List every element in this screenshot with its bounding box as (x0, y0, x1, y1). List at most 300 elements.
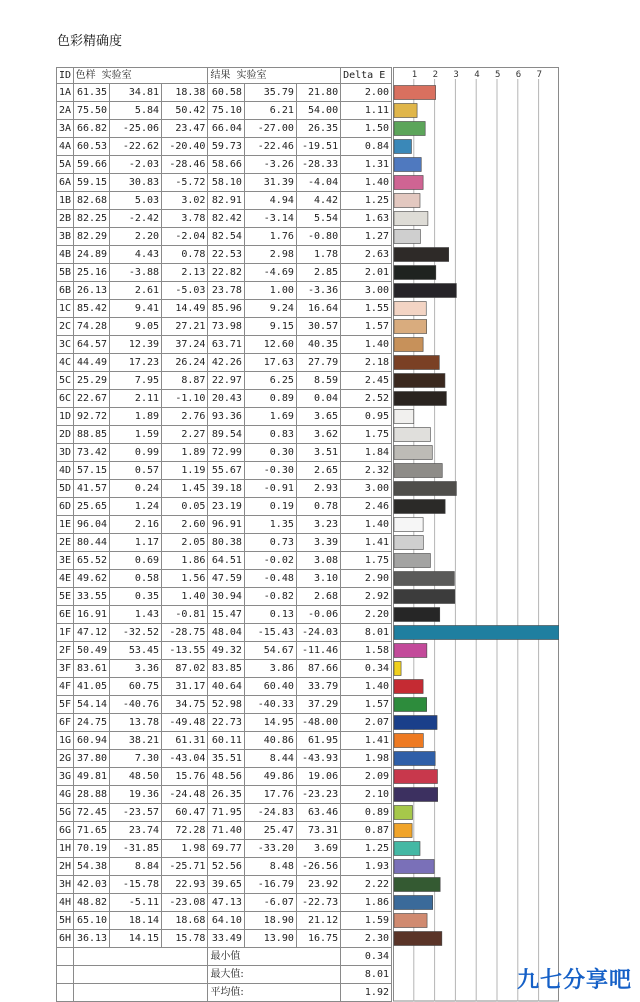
cell-res-b: 54.00 (296, 102, 340, 120)
cell-ref-a: 1.43 (110, 606, 162, 624)
cell-ref-a: 14.15 (110, 930, 162, 948)
cell-res-a: 1.35 (244, 516, 296, 534)
cell-ref-b: -5.03 (162, 282, 208, 300)
cell-delta-e: 2.32 (341, 462, 392, 480)
cell-id: 2G (57, 750, 74, 768)
cell-id: 1H (57, 840, 74, 858)
cell-res-l: 49.32 (208, 642, 244, 660)
cell-ref-b: 1.45 (162, 480, 208, 498)
cell-res-b: 3.23 (296, 516, 340, 534)
bar-4C (394, 356, 439, 370)
cell-ref-l: 64.57 (73, 336, 109, 354)
bar-2B (394, 212, 428, 226)
table-row (57, 282, 392, 300)
cell-res-l: 23.19 (208, 498, 244, 516)
cell-res-b: 4.42 (296, 192, 340, 210)
bar-6C (394, 392, 446, 406)
cell-delta-e: 2.90 (341, 570, 392, 588)
cell-ref-l: 36.13 (73, 930, 109, 948)
cell-ref-l: 25.65 (73, 498, 109, 516)
bar-3H (394, 878, 440, 892)
cell-ref-l: 49.81 (73, 768, 109, 786)
summary-value: 8.01 (341, 966, 392, 984)
cell-res-a: 6.25 (244, 372, 296, 390)
bar-3E (394, 554, 430, 568)
cell-res-a: -0.30 (244, 462, 296, 480)
cell-ref-b: -13.55 (162, 642, 208, 660)
cell-id: 5B (57, 264, 74, 282)
table-row (57, 678, 392, 696)
cell-res-b: -23.23 (296, 786, 340, 804)
cell-delta-e: 1.40 (341, 516, 392, 534)
cell-res-b: 3.62 (296, 426, 340, 444)
cell-res-b: 87.66 (296, 660, 340, 678)
table-row (57, 444, 392, 462)
cell-res-l: 80.38 (208, 534, 244, 552)
cell-ref-l: 66.82 (73, 120, 109, 138)
cell-ref-a: 8.84 (110, 858, 162, 876)
cell-id: 1A (57, 84, 74, 102)
cell-ref-a: 13.78 (110, 714, 162, 732)
cell-ref-a: -22.62 (110, 138, 162, 156)
summary-empty-id (57, 966, 74, 984)
cell-delta-e: 1.11 (341, 102, 392, 120)
summary-empty-swatch (73, 948, 208, 966)
cell-ref-b: 3.78 (162, 210, 208, 228)
cell-res-l: 58.10 (208, 174, 244, 192)
cell-ref-b: -28.46 (162, 156, 208, 174)
cell-ref-l: 88.85 (73, 426, 109, 444)
cell-delta-e: 2.52 (341, 390, 392, 408)
cell-ref-a: -2.03 (110, 156, 162, 174)
cell-res-b: -0.06 (296, 606, 340, 624)
cell-res-a: -33.20 (244, 840, 296, 858)
cell-ref-a: 2.20 (110, 228, 162, 246)
cell-delta-e: 0.34 (341, 660, 392, 678)
cell-res-b: 0.04 (296, 390, 340, 408)
table-row (57, 570, 392, 588)
cell-ref-l: 80.44 (73, 534, 109, 552)
bar-3B (394, 230, 420, 244)
bar-5H (394, 914, 427, 928)
cell-res-b: 23.92 (296, 876, 340, 894)
cell-ref-a: 0.35 (110, 588, 162, 606)
bar-6D (394, 500, 445, 514)
cell-delta-e: 2.20 (341, 606, 392, 624)
cell-res-b: 3.10 (296, 570, 340, 588)
header-result: 结果 实验室 (208, 68, 341, 84)
cell-res-a: 9.15 (244, 318, 296, 336)
cell-ref-l: 59.66 (73, 156, 109, 174)
cell-ref-a: 9.05 (110, 318, 162, 336)
cell-ref-a: -25.06 (110, 120, 162, 138)
cell-id: 6F (57, 714, 74, 732)
cell-ref-a: 0.57 (110, 462, 162, 480)
cell-res-a: 12.60 (244, 336, 296, 354)
bar-1H (394, 842, 420, 856)
cell-ref-b: -28.75 (162, 624, 208, 642)
cell-res-a: 18.90 (244, 912, 296, 930)
cell-delta-e: 0.95 (341, 408, 392, 426)
table-row (57, 750, 392, 768)
cell-ref-b: 2.76 (162, 408, 208, 426)
cell-delta-e: 1.31 (341, 156, 392, 174)
cell-res-b: 26.35 (296, 120, 340, 138)
cell-ref-l: 74.28 (73, 318, 109, 336)
table-row (57, 210, 392, 228)
cell-id: 2E (57, 534, 74, 552)
cell-id: 3H (57, 876, 74, 894)
cell-id: 1G (57, 732, 74, 750)
cell-ref-b: 1.86 (162, 552, 208, 570)
cell-delta-e: 1.27 (341, 228, 392, 246)
cell-ref-b: 60.47 (162, 804, 208, 822)
table-row (57, 606, 392, 624)
cell-res-l: 59.73 (208, 138, 244, 156)
table-row (57, 390, 392, 408)
x-tick-label: 2 (432, 70, 439, 80)
cell-res-a: 8.48 (244, 858, 296, 876)
cell-res-l: 96.91 (208, 516, 244, 534)
bar-2H (394, 860, 434, 874)
cell-ref-a: 0.99 (110, 444, 162, 462)
cell-id: 4H (57, 894, 74, 912)
cell-res-b: 2.93 (296, 480, 340, 498)
cell-ref-b: 0.78 (162, 246, 208, 264)
cell-ref-a: 2.61 (110, 282, 162, 300)
cell-ref-l: 24.89 (73, 246, 109, 264)
cell-res-l: 22.73 (208, 714, 244, 732)
bar-1F (394, 626, 559, 640)
cell-res-b: -24.03 (296, 624, 340, 642)
table-row (57, 768, 392, 786)
cell-ref-b: 1.40 (162, 588, 208, 606)
cell-ref-b: 1.98 (162, 840, 208, 858)
cell-delta-e: 1.93 (341, 858, 392, 876)
cell-res-a: 25.47 (244, 822, 296, 840)
cell-res-a: 2.98 (244, 246, 296, 264)
cell-res-l: 26.35 (208, 786, 244, 804)
cell-res-l: 73.98 (208, 318, 244, 336)
cell-ref-l: 25.16 (73, 264, 109, 282)
cell-ref-a: 1.24 (110, 498, 162, 516)
cell-ref-a: 9.41 (110, 300, 162, 318)
cell-ref-l: 41.57 (73, 480, 109, 498)
cell-res-a: 0.13 (244, 606, 296, 624)
cell-ref-l: 49.62 (73, 570, 109, 588)
cell-res-l: 71.95 (208, 804, 244, 822)
cell-delta-e: 2.00 (341, 84, 392, 102)
table-row (57, 408, 392, 426)
cell-ref-l: 24.75 (73, 714, 109, 732)
cell-ref-b: 3.02 (162, 192, 208, 210)
cell-delta-e: 2.07 (341, 714, 392, 732)
cell-ref-l: 72.45 (73, 804, 109, 822)
cell-delta-e: 1.25 (341, 840, 392, 858)
cell-res-l: 39.18 (208, 480, 244, 498)
cell-res-l: 64.10 (208, 912, 244, 930)
cell-id: 2C (57, 318, 74, 336)
cell-ref-l: 82.68 (73, 192, 109, 210)
cell-ref-b: 22.93 (162, 876, 208, 894)
cell-id: 1C (57, 300, 74, 318)
cell-ref-a: -32.52 (110, 624, 162, 642)
cell-res-l: 47.13 (208, 894, 244, 912)
cell-ref-l: 82.29 (73, 228, 109, 246)
cell-ref-l: 50.49 (73, 642, 109, 660)
cell-id: 6G (57, 822, 74, 840)
cell-ref-a: 18.14 (110, 912, 162, 930)
cell-res-l: 47.59 (208, 570, 244, 588)
bar-6G (394, 824, 412, 838)
cell-ref-b: 37.24 (162, 336, 208, 354)
summary-value: 1.92 (341, 984, 392, 1002)
cell-ref-l: 48.82 (73, 894, 109, 912)
table-row (57, 840, 392, 858)
cell-res-a: 4.94 (244, 192, 296, 210)
cell-res-b: -19.51 (296, 138, 340, 156)
cell-res-l: 85.96 (208, 300, 244, 318)
table-row (57, 84, 392, 102)
cell-id: 1B (57, 192, 74, 210)
cell-res-b: 2.68 (296, 588, 340, 606)
bar-5B (394, 266, 436, 280)
cell-ref-l: 54.14 (73, 696, 109, 714)
bar-6F (394, 716, 437, 730)
cell-id: 4C (57, 354, 74, 372)
cell-res-l: 40.64 (208, 678, 244, 696)
cell-ref-b: 50.42 (162, 102, 208, 120)
bar-2F (394, 644, 427, 658)
cell-res-a: 6.21 (244, 102, 296, 120)
summary-row (57, 984, 392, 1002)
cell-res-a: -15.43 (244, 624, 296, 642)
cell-ref-b: 14.49 (162, 300, 208, 318)
table-row (57, 120, 392, 138)
cell-ref-a: 2.16 (110, 516, 162, 534)
cell-ref-l: 82.25 (73, 210, 109, 228)
cell-ref-a: 17.23 (110, 354, 162, 372)
cell-ref-b: 61.31 (162, 732, 208, 750)
cell-res-b: 16.64 (296, 300, 340, 318)
header-delta: Delta E (341, 68, 392, 84)
bar-4E (394, 572, 454, 586)
cell-res-b: 27.79 (296, 354, 340, 372)
table-row (57, 912, 392, 930)
cell-id: 5D (57, 480, 74, 498)
bar-5F (394, 698, 427, 712)
bar-5C (394, 374, 445, 388)
summary-empty-swatch (73, 966, 208, 984)
cell-res-b: -4.04 (296, 174, 340, 192)
cell-id: 3F (57, 660, 74, 678)
cell-delta-e: 0.89 (341, 804, 392, 822)
table-row (57, 264, 392, 282)
cell-delta-e: 1.75 (341, 552, 392, 570)
cell-id: 5C (57, 372, 74, 390)
cell-delta-e: 1.84 (341, 444, 392, 462)
cell-ref-l: 33.55 (73, 588, 109, 606)
cell-delta-e: 2.92 (341, 588, 392, 606)
cell-ref-a: 38.21 (110, 732, 162, 750)
cell-ref-b: 2.05 (162, 534, 208, 552)
cell-res-b: 40.35 (296, 336, 340, 354)
cell-ref-a: -15.78 (110, 876, 162, 894)
cell-delta-e: 1.63 (341, 210, 392, 228)
cell-ref-b: 87.02 (162, 660, 208, 678)
cell-id: 6D (57, 498, 74, 516)
bar-5D (394, 482, 456, 496)
cell-res-l: 35.51 (208, 750, 244, 768)
cell-ref-a: 0.58 (110, 570, 162, 588)
cell-res-b: -43.93 (296, 750, 340, 768)
table-row (57, 480, 392, 498)
bar-1C (394, 302, 426, 316)
table-row (57, 354, 392, 372)
cell-res-a: 0.83 (244, 426, 296, 444)
cell-ref-a: 34.81 (110, 84, 162, 102)
bar-3C (394, 338, 423, 352)
cell-res-a: 14.95 (244, 714, 296, 732)
bar-2E (394, 536, 423, 550)
cell-res-l: 64.51 (208, 552, 244, 570)
cell-id: 2B (57, 210, 74, 228)
cell-res-l: 39.65 (208, 876, 244, 894)
cell-ref-b: 31.17 (162, 678, 208, 696)
table-row (57, 696, 392, 714)
cell-res-a: -27.00 (244, 120, 296, 138)
cell-delta-e: 1.98 (341, 750, 392, 768)
cell-res-b: 61.95 (296, 732, 340, 750)
cell-res-b: -22.73 (296, 894, 340, 912)
cell-delta-e: 2.22 (341, 876, 392, 894)
cell-res-a: 17.76 (244, 786, 296, 804)
cell-ref-b: -24.48 (162, 786, 208, 804)
cell-ref-l: 28.88 (73, 786, 109, 804)
cell-ref-l: 42.03 (73, 876, 109, 894)
cell-res-b: 30.57 (296, 318, 340, 336)
cell-ref-a: 5.84 (110, 102, 162, 120)
cell-ref-b: -2.04 (162, 228, 208, 246)
cell-ref-l: 57.15 (73, 462, 109, 480)
summary-label: 最小值 (208, 948, 341, 966)
cell-id: 3D (57, 444, 74, 462)
cell-delta-e: 2.63 (341, 246, 392, 264)
table-row (57, 462, 392, 480)
cell-ref-a: 7.95 (110, 372, 162, 390)
cell-ref-a: 19.36 (110, 786, 162, 804)
cell-id: 3G (57, 768, 74, 786)
cell-ref-a: -40.76 (110, 696, 162, 714)
cell-ref-b: -5.72 (162, 174, 208, 192)
bar-4G (394, 788, 438, 802)
table-row (57, 552, 392, 570)
cell-res-b: 3.08 (296, 552, 340, 570)
cell-res-a: 0.73 (244, 534, 296, 552)
cell-res-l: 22.97 (208, 372, 244, 390)
cell-ref-b: -49.48 (162, 714, 208, 732)
cell-ref-l: 73.42 (73, 444, 109, 462)
cell-id: 5E (57, 588, 74, 606)
cell-res-a: -0.91 (244, 480, 296, 498)
table-row (57, 588, 392, 606)
header-swatch: 色样 实验室 (73, 68, 208, 84)
cell-res-a: -40.33 (244, 696, 296, 714)
cell-res-a: -24.83 (244, 804, 296, 822)
cell-ref-b: -25.71 (162, 858, 208, 876)
cell-res-b: 37.29 (296, 696, 340, 714)
bar-6A (394, 176, 423, 190)
cell-ref-a: 60.75 (110, 678, 162, 696)
cell-delta-e: 0.87 (341, 822, 392, 840)
table-row (57, 138, 392, 156)
cell-res-l: 93.36 (208, 408, 244, 426)
cell-res-l: 30.94 (208, 588, 244, 606)
table-row (57, 498, 392, 516)
cell-id: 6C (57, 390, 74, 408)
cell-res-l: 75.10 (208, 102, 244, 120)
table-row (57, 192, 392, 210)
cell-res-a: -0.82 (244, 588, 296, 606)
cell-delta-e: 2.01 (341, 264, 392, 282)
bar-6E (394, 608, 440, 622)
summary-row (57, 966, 392, 984)
x-tick-label: 5 (495, 70, 501, 80)
cell-id: 6E (57, 606, 74, 624)
cell-res-b: -11.46 (296, 642, 340, 660)
cell-res-a: 8.44 (244, 750, 296, 768)
bar-3F (394, 662, 401, 676)
bar-2D (394, 428, 430, 442)
x-tick-label: 7 (536, 70, 543, 80)
cell-ref-b: 1.56 (162, 570, 208, 588)
cell-ref-l: 59.15 (73, 174, 109, 192)
x-tick-label: 1 (411, 70, 418, 80)
cell-res-b: 2.65 (296, 462, 340, 480)
cell-res-a: 1.00 (244, 282, 296, 300)
cell-ref-l: 41.05 (73, 678, 109, 696)
cell-delta-e: 1.75 (341, 426, 392, 444)
cell-ref-l: 54.38 (73, 858, 109, 876)
cell-ref-a: -5.11 (110, 894, 162, 912)
cell-ref-b: 2.13 (162, 264, 208, 282)
table-row (57, 732, 392, 750)
header-id: ID (57, 68, 74, 84)
cell-id: 6H (57, 930, 74, 948)
cell-ref-a: -23.57 (110, 804, 162, 822)
summary-label: 最大值: (208, 966, 341, 984)
cell-ref-l: 16.91 (73, 606, 109, 624)
cell-delta-e: 1.58 (341, 642, 392, 660)
cell-ref-l: 44.49 (73, 354, 109, 372)
cell-res-l: 33.49 (208, 930, 244, 948)
bar-1E (394, 518, 423, 532)
cell-delta-e: 1.59 (341, 912, 392, 930)
table-row (57, 426, 392, 444)
cell-ref-a: -31.85 (110, 840, 162, 858)
cell-id: 4A (57, 138, 74, 156)
cell-ref-a: 1.89 (110, 408, 162, 426)
cell-id: 4D (57, 462, 74, 480)
cell-ref-a: 30.83 (110, 174, 162, 192)
cell-ref-a: 0.24 (110, 480, 162, 498)
cell-id: 2H (57, 858, 74, 876)
cell-delta-e: 2.45 (341, 372, 392, 390)
cell-res-l: 20.43 (208, 390, 244, 408)
cell-res-b: 63.46 (296, 804, 340, 822)
bar-3G (394, 770, 437, 784)
cell-res-l: 60.58 (208, 84, 244, 102)
